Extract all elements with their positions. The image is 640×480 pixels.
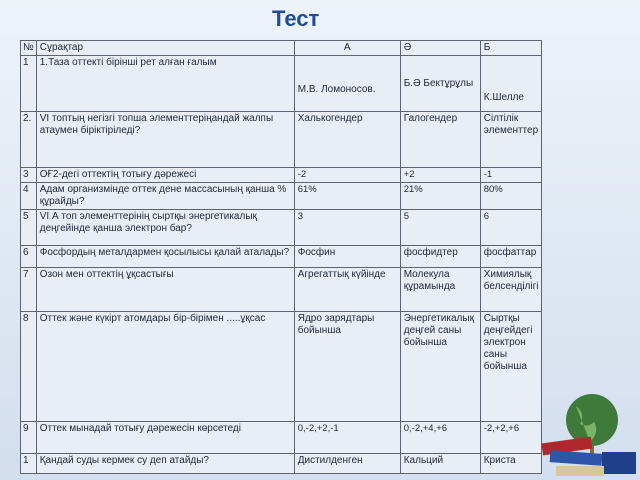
answer-ae: Кальций [400,454,480,474]
answer-b: Криста [480,454,542,474]
answer-b: Сілтілік элементтер [480,112,542,168]
answer-ae: 5 [400,210,480,246]
answer-a: 61% [294,183,400,210]
row-number: 4 [21,183,37,210]
table-row [21,183,542,210]
question-text: Озон мен оттектің ұқсастығы [36,268,294,312]
row-number: 1 [21,454,37,474]
answer-ae: 0,-2,+4,+6 [400,422,480,454]
answer-ae: Б.Ә Бектұрұлы [400,56,480,112]
header-question: Сұрақтар [36,41,294,56]
answer-a: М.В. Ломоносов. [294,56,400,112]
table-header-row [21,41,542,56]
row-number: 7 [21,268,37,312]
question-text: 1.Таза оттекті бірінші рет алған ғалым [36,56,294,112]
row-number: 9 [21,422,37,454]
row-number: 3 [21,168,37,183]
answer-ae: 21% [400,183,480,210]
answer-ae: Молекула құрамында [400,268,480,312]
table-row [21,168,542,183]
table-row [21,268,542,312]
question-text: Адам организмінде оттек дене массасының қанша % құрайды? [36,183,294,210]
quiz-table [20,40,542,474]
row-number: 1 [21,56,37,112]
question-text: VI топтың негізгі топша элементтеріңандай жалпы атаумен біріктіріледі? [36,112,294,168]
table-row [21,422,542,454]
header-ae: Ә [400,41,480,56]
answer-b: 6 [480,210,542,246]
answer-ae: Галогендер [400,112,480,168]
globe-and-books-illustration [532,380,640,480]
question-text: Фосфордың металдармен қосылысы қалай аталады? [36,246,294,268]
answer-b: фосфаттар [480,246,542,268]
question-text: Қандай суды кермек су деп атайды? [36,454,294,474]
answer-b: -2,+2,+6 [480,422,542,454]
answer-a: Дистилденген [294,454,400,474]
answer-b: Сыртқы деңгейдегі электрон саны бойынша [480,312,542,422]
table-row [21,210,542,246]
answer-ae: +2 [400,168,480,183]
header-b: Б [480,41,542,56]
table-row [21,454,542,474]
question-text: VI А топ элементтерінің сыртқы энергетикалық деңгейінде қанша электрон бар? [36,210,294,246]
header-num: № [21,41,37,56]
answer-a: Агрегаттық күйінде [294,268,400,312]
question-text: ОҒ2-дегі оттектің тотығу дәрежесі [36,168,294,183]
answer-a: 3 [294,210,400,246]
table-row [21,312,542,422]
row-number: 8 [21,312,37,422]
answer-a: Фосфин [294,246,400,268]
answer-ae: фосфидтер [400,246,480,268]
table-row [21,246,542,268]
row-number: 6 [21,246,37,268]
answer-a: Халькогендер [294,112,400,168]
answer-b: К.Шелле [480,56,542,112]
answer-a: Ядро зарядтары бойынша [294,312,400,422]
page-title: Тест [272,6,320,31]
answer-b: Химиялық белсенділігі [480,268,542,312]
row-number: 5 [21,210,37,246]
table-row [21,56,542,112]
answer-b: -1 [480,168,542,183]
table-row [21,112,542,168]
question-text: Оттек және күкірт атомдары бір-бірімен .....ұқсас [36,312,294,422]
answer-ae: Энергетикалық деңгей саны бойынша [400,312,480,422]
header-a: А [294,41,400,56]
row-number: 2. [21,112,37,168]
answer-a: 0,-2,+2,-1 [294,422,400,454]
answer-b: 80% [480,183,542,210]
question-text: Оттек мынадай тотығу дәрежесін көрсетеді [36,422,294,454]
answer-a: -2 [294,168,400,183]
